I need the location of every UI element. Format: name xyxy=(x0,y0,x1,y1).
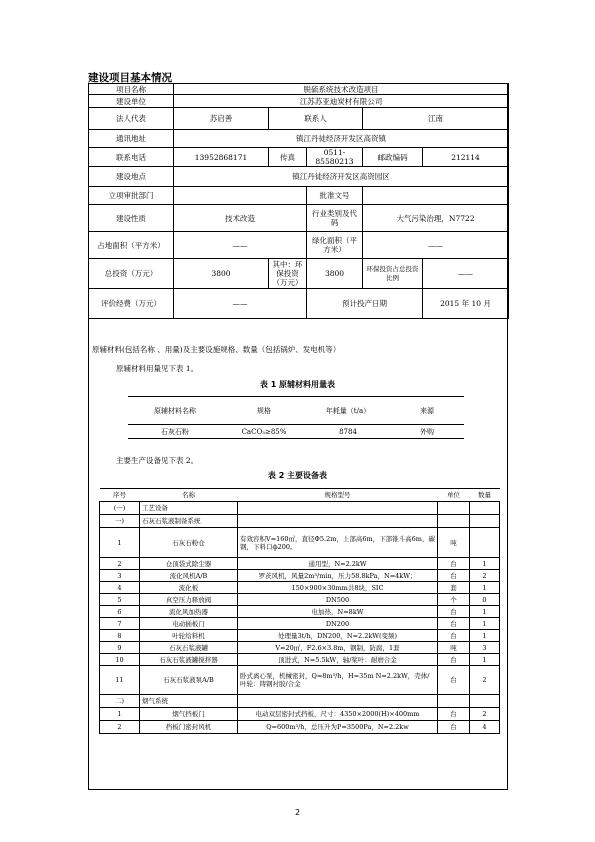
table2-cell xyxy=(470,515,500,528)
approval-no-value xyxy=(363,187,509,205)
table2-cell: 2 xyxy=(100,558,140,570)
table2-cell: 仓顶袋式除尘器 xyxy=(140,558,238,570)
site-label: 建设地点 xyxy=(89,167,174,187)
table1-cell: 8784 xyxy=(306,425,390,439)
table2-cell: 1 xyxy=(470,618,500,630)
table2-cell: 有效容积V=160㎥，直径Φ5.2m，上部高6m，下部锥斗高6m，碳钢，下料口ф200。 xyxy=(238,528,438,558)
table2-cell: 石灰石浆液罐搅拌器 xyxy=(140,654,238,666)
table2-cell: 台 xyxy=(438,630,470,642)
table2-cell: 处理量3t/h，DN200，N=2.2kW(变频) xyxy=(238,630,438,642)
table2-cell: 1 xyxy=(470,654,500,666)
nature-label: 建设性质 xyxy=(89,205,174,232)
table2-header-unit: 单位 xyxy=(438,489,470,502)
table2-cell xyxy=(438,502,470,515)
table2-cell: Q=600m³/h，总压升为P=3500Pa，N=2.2kw xyxy=(238,721,438,734)
table2-cell: 4 xyxy=(100,582,140,594)
table2-header-qty: 数量 xyxy=(470,489,500,502)
invest-label: 总投资（万元） xyxy=(89,259,174,289)
materials-table xyxy=(128,396,464,439)
table2-cell: 石灰石浆液制备系统 xyxy=(140,515,238,528)
table2-cell: 真空压力释放阀 xyxy=(140,594,238,606)
table1-header-consumption: 年耗量（t/a） xyxy=(306,397,390,425)
table2-header-no: 序号 xyxy=(100,489,140,502)
fax-value: 0511-85580213 xyxy=(307,148,363,167)
postcode-label: 邮政编码 xyxy=(363,148,423,167)
table2-cell: 流化风机A/B xyxy=(140,570,238,582)
table2-cell xyxy=(470,528,500,558)
table2-cell: 1 xyxy=(470,630,500,642)
section-heading: 建设项目基本情况 xyxy=(88,72,172,84)
table1-header-source: 来源 xyxy=(390,397,464,425)
table1-cell: CaCO₃≥85% xyxy=(222,425,306,439)
table2-cell: 顶进式，N=5.5kW，轴/桨叶：耐磨合金 xyxy=(238,654,438,666)
project-name-label: 项目名称 xyxy=(89,84,174,95)
table2-cell: 挡板门密封风机 xyxy=(140,721,238,734)
table2-cell: 流化风加热器 xyxy=(140,606,238,618)
phone-value: 13952868171 xyxy=(174,148,269,167)
table2-cell: 9 xyxy=(100,642,140,654)
address-label: 通讯地址 xyxy=(89,130,174,148)
contact-value: 江南 xyxy=(363,108,509,130)
nature-value: 技术改造 xyxy=(174,205,307,232)
site-value: 镇江丹徒经济开发区高资园区 xyxy=(174,167,509,187)
table2-cell: 1 xyxy=(100,528,140,558)
env-ratio-value: —— xyxy=(423,259,509,289)
table2-cell: 11 xyxy=(100,666,140,695)
table2-cell: 二) xyxy=(100,695,140,708)
eval-value: —— xyxy=(174,289,307,319)
table2-cell: 台 xyxy=(438,666,470,695)
approval-dept-value xyxy=(174,187,307,205)
table2-cell: 3 xyxy=(100,570,140,582)
table1-cell: 外购 xyxy=(390,425,464,439)
table1-cell: 石灰石粉 xyxy=(128,425,222,439)
industry-label: 行业类别及代码 xyxy=(307,205,363,232)
table2-cell: 流化板 xyxy=(140,582,238,594)
project-name-value: 脱硫系统技术改造项目 xyxy=(174,84,509,95)
table2-cell: 吨 xyxy=(438,642,470,654)
table2-cell: 石灰石浆液罐 xyxy=(140,642,238,654)
approval-dept-label: 立项审批部门 xyxy=(89,187,174,205)
table2-header-name: 名称 xyxy=(140,489,238,502)
table2-cell: 一) xyxy=(100,515,140,528)
postcode-value: 212114 xyxy=(423,148,509,167)
equipment-table xyxy=(99,488,500,734)
table2-cell: DN200 xyxy=(238,618,438,630)
phone-label: 联系电话 xyxy=(89,148,174,167)
table2-cell: 1 xyxy=(470,582,500,594)
unit-value: 江苏苏亚迪炭材有限公司 xyxy=(174,95,509,108)
table2-caption: 表 2 主要设备表 xyxy=(267,471,328,480)
prod-date-label: 预计投产日期 xyxy=(307,289,423,319)
table2-cell: 3 xyxy=(470,642,500,654)
green-value: —— xyxy=(363,232,509,259)
fax-label: 传真 xyxy=(269,148,307,167)
table2-cell: 电动插板门 xyxy=(140,618,238,630)
table2-header-spec: 规格型号 xyxy=(238,489,438,502)
table2-cell: 台 xyxy=(438,654,470,666)
table2-cell xyxy=(470,695,500,708)
address-value: 镇江丹徒经济开发区高资镇 xyxy=(174,130,509,148)
table2-cell: V=20㎥，F2.6×3.8m，钢制，防腐，1套 xyxy=(238,642,438,654)
table2-cell: 电加热，N=8kW xyxy=(238,606,438,618)
table2-cell: 2 xyxy=(470,666,500,695)
table2-cell: 1 xyxy=(470,606,500,618)
table2-cell: 石灰石浆液泵A/B xyxy=(140,666,238,695)
project-info-table xyxy=(88,83,509,319)
table2-cell: 1 xyxy=(470,558,500,570)
table1-reference: 原辅材料用量见下表 1。 xyxy=(116,364,199,373)
table2-cell: 7 xyxy=(100,618,140,630)
table2-cell xyxy=(238,695,438,708)
env-invest-value: 3800 xyxy=(307,259,363,289)
approval-no-label: 批准文号 xyxy=(307,187,363,205)
materials-intro: 原辅材料(包括名称 、用量)及主要设施规格、数量（包括锅炉、发电机等） xyxy=(92,345,341,354)
legal-label: 法人代表 xyxy=(89,108,174,130)
unit-label: 建设单位 xyxy=(89,95,174,108)
table2-cell: 台 xyxy=(438,618,470,630)
table2-cell: 工艺设备 xyxy=(140,502,238,515)
table2-cell: 罗茨风机，风量2m³/min，压力58.8kPa，N=4kW； xyxy=(238,570,438,582)
table2-cell xyxy=(438,515,470,528)
legal-value: 苏启善 xyxy=(174,108,269,130)
table2-cell: 10 xyxy=(100,654,140,666)
table2-cell: 电动双层密封式挡板，尺寸：4350×2000(H)×400mm xyxy=(238,708,438,721)
table2-cell: (一) xyxy=(100,502,140,515)
table2-cell: 烟气系统 xyxy=(140,695,238,708)
table2-cell: 烟气挡板门 xyxy=(140,708,238,721)
industry-value: 大气污染治理，N7722 xyxy=(363,205,509,232)
table2-cell: 2 xyxy=(100,721,140,734)
page-number: 2 xyxy=(294,808,301,817)
green-label: 绿化面积（平方米） xyxy=(307,232,363,259)
table2-cell: 吨 xyxy=(438,528,470,558)
table2-cell: 0 xyxy=(470,594,500,606)
contact-label: 联系人 xyxy=(269,108,363,130)
table2-cell: 台 xyxy=(438,558,470,570)
env-invest-label: 其中：环保投资（万元） xyxy=(269,259,307,289)
table2-cell: 台 xyxy=(438,708,470,721)
table2-cell: 2 xyxy=(470,570,500,582)
table1-header-name: 原辅材料名称 xyxy=(128,397,222,425)
table2-cell: 台 xyxy=(438,606,470,618)
table2-cell: 8 xyxy=(100,630,140,642)
area-value: —— xyxy=(174,232,307,259)
table2-cell: 叶轮给料机 xyxy=(140,630,238,642)
table2-cell: 2 xyxy=(470,708,500,721)
area-label: 占地面积（平方米） xyxy=(89,232,174,259)
table2-cell: 通用型，N=2.2kW xyxy=(238,558,438,570)
table2-cell xyxy=(238,515,438,528)
table2-cell xyxy=(470,502,500,515)
table2-cell: 个 xyxy=(438,594,470,606)
table2-cell: 5 xyxy=(100,594,140,606)
table2-cell: 台 xyxy=(438,570,470,582)
prod-date-value: 2015 年 10 月 xyxy=(423,289,509,319)
table1-caption: 表 1 原辅材料用量表 xyxy=(259,380,336,389)
table2-cell: 套 xyxy=(438,582,470,594)
table2-cell: 1 xyxy=(100,708,140,721)
table1-header-spec: 规格 xyxy=(222,397,306,425)
table2-cell: DN500 xyxy=(238,594,438,606)
table2-cell: 石灰石粉仓 xyxy=(140,528,238,558)
table2-cell: 卧式离心泵，机械密封，Q=8m³/h，H=35m N=2.2kW，壳体/叶轮：铸钢衬胶/合金 xyxy=(238,666,438,695)
invest-value: 3800 xyxy=(174,259,269,289)
table2-cell: 6 xyxy=(100,606,140,618)
table2-reference: 主要生产设备见下表 2。 xyxy=(116,456,199,465)
table2-cell: 台 xyxy=(438,721,470,734)
eval-label: 评价经费（万元） xyxy=(89,289,174,319)
table2-cell xyxy=(238,502,438,515)
table2-cell xyxy=(438,695,470,708)
table2-cell: 4 xyxy=(470,721,500,734)
env-ratio-label: 环保投资占总投资比例 xyxy=(363,259,423,289)
table2-cell: 150×900×30mm共8块，SIC xyxy=(238,582,438,594)
